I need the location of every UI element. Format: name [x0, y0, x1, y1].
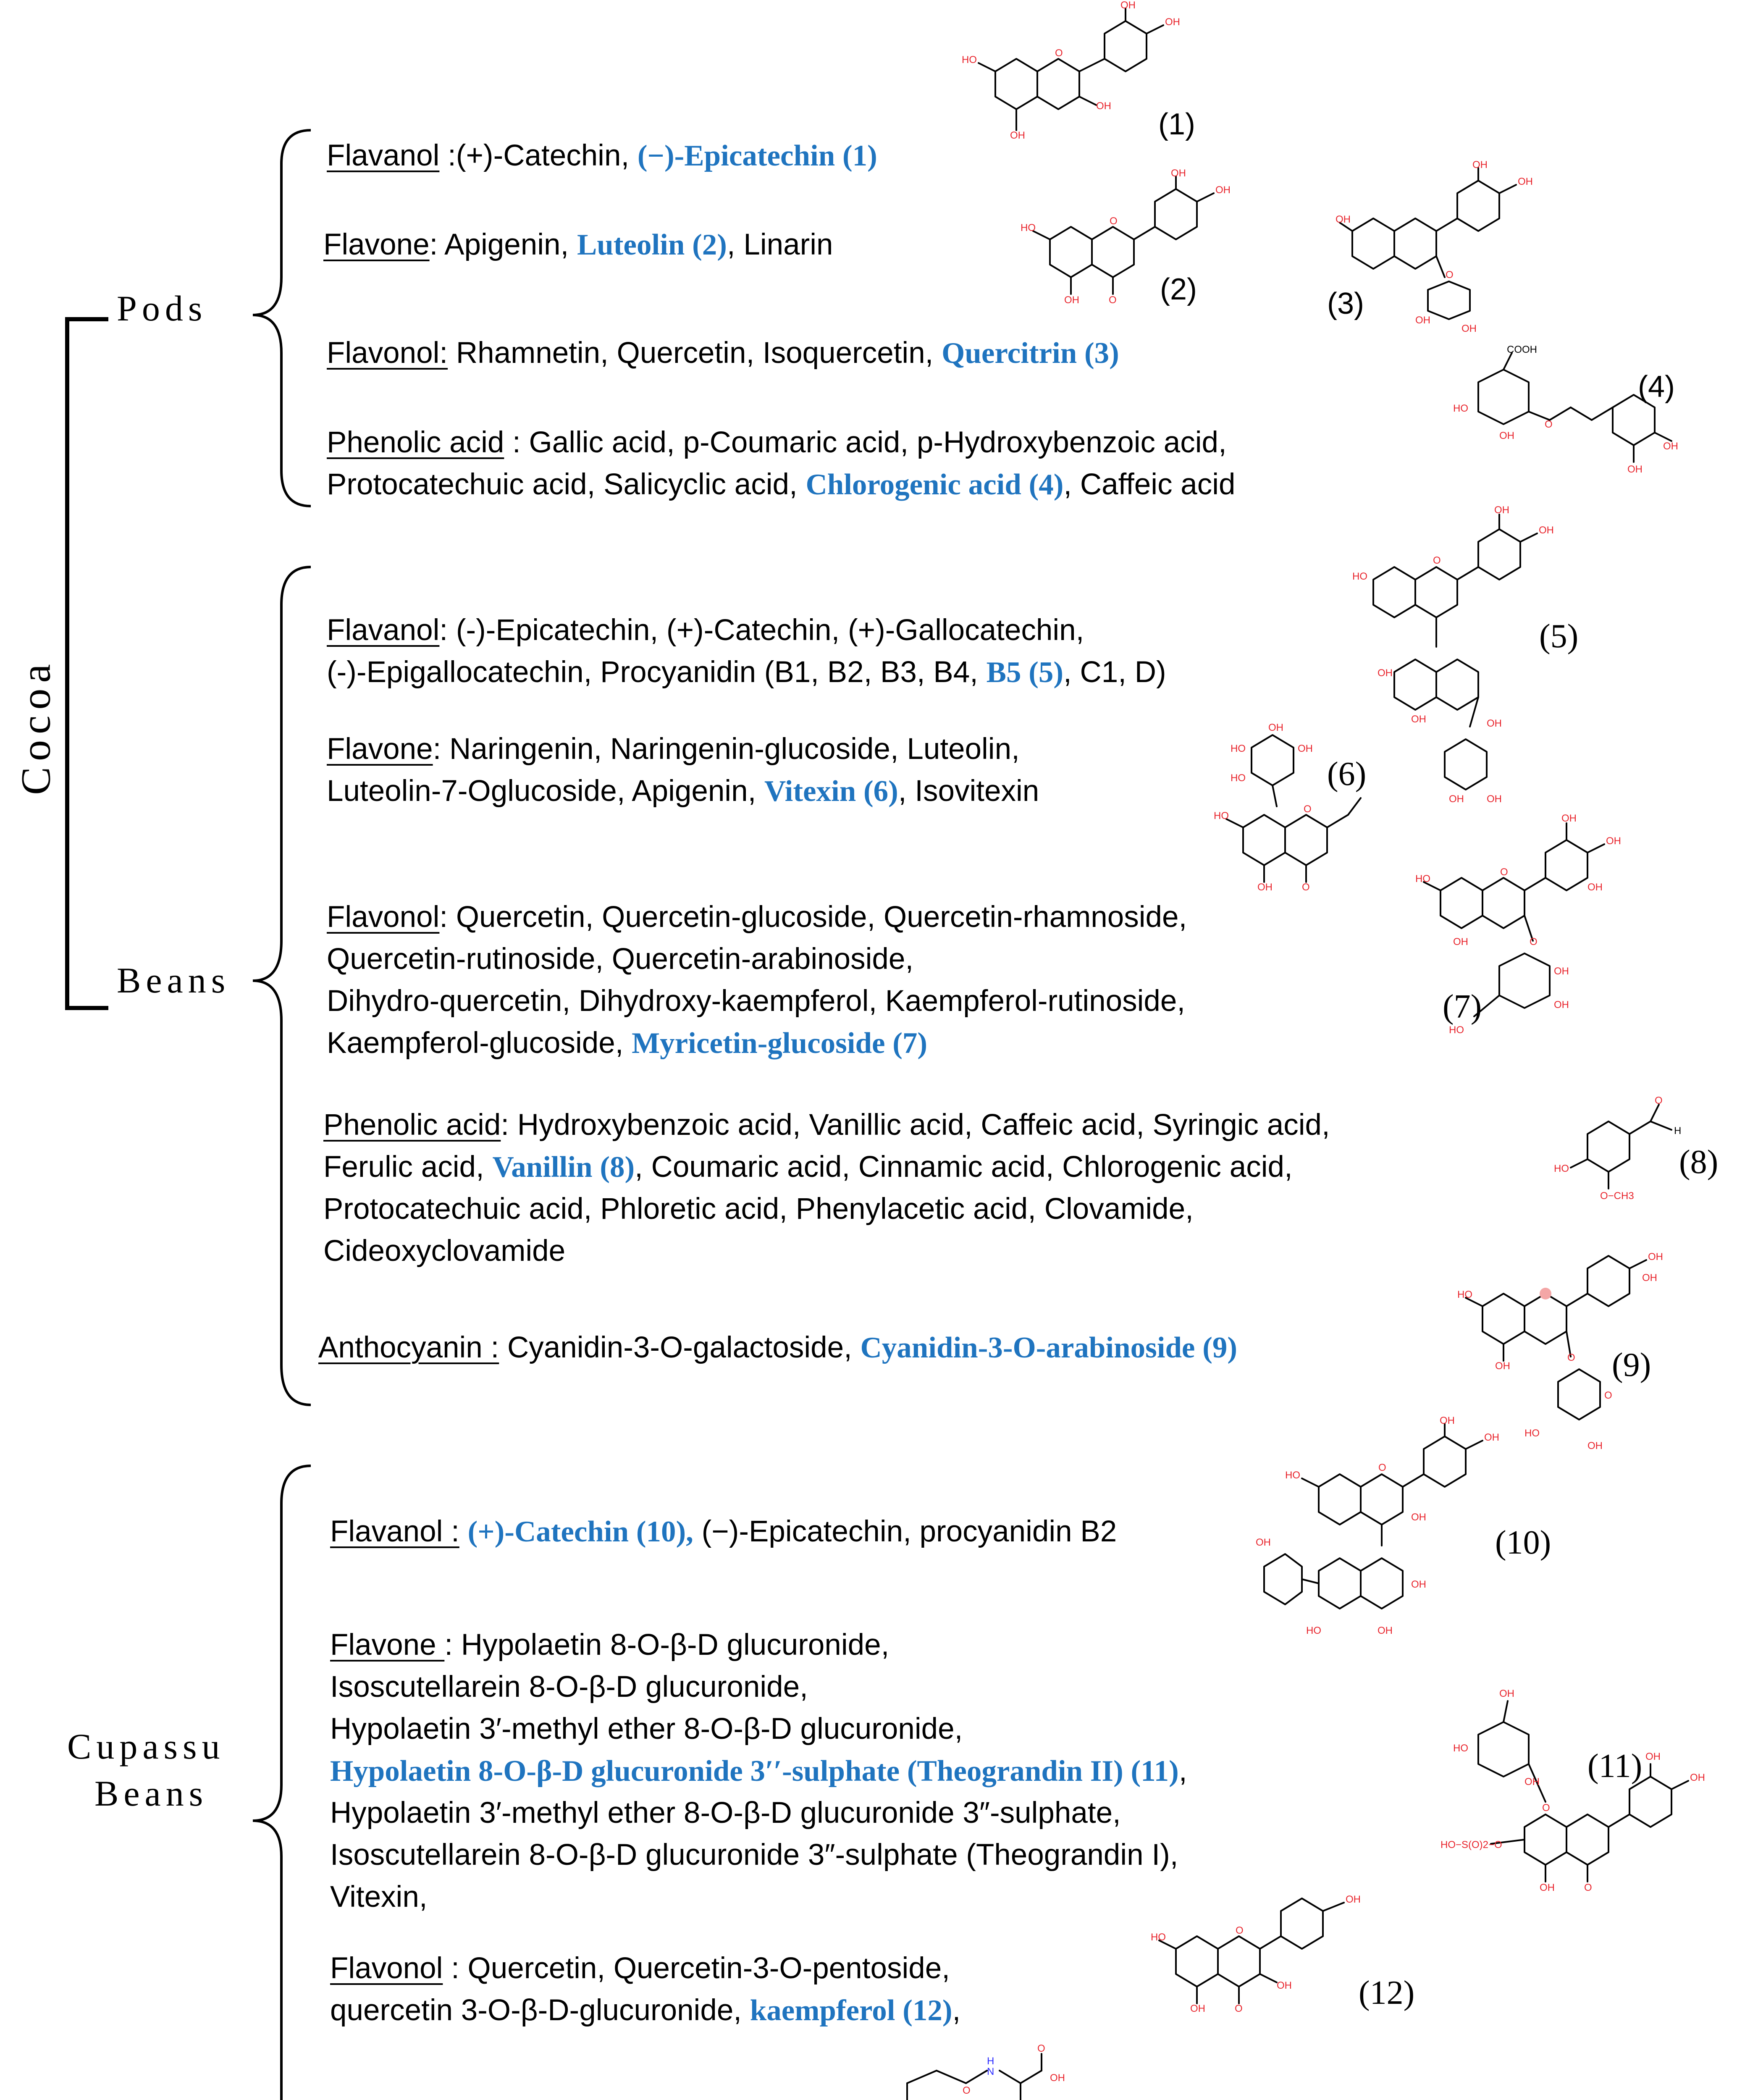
cupassu-line-6: Hypolaetin 3′-methyl ether 8-O-β-D glucuronide 3″-sulphate,: [330, 1796, 1121, 1830]
atom-label: OH: [1190, 2003, 1205, 2014]
structure-13-clovamide: [853, 2041, 1172, 2100]
atom-label: OH: [1645, 1751, 1661, 1762]
beans-line-12: Cideoxyclovamide: [323, 1234, 566, 1268]
atom-label: O: [1110, 215, 1118, 227]
atom-label: O: [1109, 294, 1117, 306]
atom-label: HO: [1151, 1932, 1166, 1943]
structure-7-myricetin-glucoside: [1415, 806, 1667, 1079]
structure-number-6: (6): [1327, 756, 1367, 793]
atom-label: O: [1304, 803, 1312, 815]
atom-label: O−CH3: [1600, 1190, 1634, 1202]
atom-label: O: [1584, 1882, 1592, 1893]
atom-label: HO: [1214, 810, 1229, 822]
atom-label: HO: [1457, 1289, 1472, 1300]
structure-12-kaempferol: [1151, 1886, 1411, 2054]
structure-1-epicatechin: [962, 0, 1222, 185]
atom-label: OH: [1648, 1251, 1663, 1263]
beans-line-5: Flavonol: Quercetin, Quercetin-glucoside, Quercetin-rhamnoside,: [327, 900, 1187, 934]
beans-line-10: Ferulic acid, Vanillin (8), Coumaric acid, Cinnamic acid, Chlorogenic acid,: [323, 1150, 1293, 1184]
atom-label: OH: [1554, 999, 1569, 1011]
structure-number-5: (5): [1539, 618, 1579, 655]
atom-label: O: [1235, 2003, 1243, 2014]
beans-label: Beans: [117, 960, 231, 1000]
atom-label: HO−S(O)2−O: [1441, 1839, 1502, 1851]
atom-label: OH: [1411, 1512, 1426, 1523]
structure-4-chlorogenic-acid: [1436, 344, 1680, 508]
atom-label: HO: [1021, 222, 1036, 234]
atom-label: O: [1530, 936, 1538, 948]
atom-label: OH: [1487, 793, 1502, 805]
atom-label: OH: [1606, 835, 1621, 847]
atom-label: N: [987, 2066, 994, 2077]
atom-label: H: [987, 2055, 994, 2067]
atom-label: OH: [1256, 1537, 1271, 1548]
atom-label: OH: [1378, 667, 1393, 679]
beans-line-3: Flavone: Naringenin, Naringenin-glucoside, Luteolin,: [327, 732, 1020, 766]
atom-label: O: [1055, 47, 1063, 59]
cupassu-line-5: Hypolaetin 8-O-β-D glucuronide 3′′-sulphate (Theograndin II) (11),: [330, 1754, 1187, 1788]
atom-label: HO: [962, 54, 977, 66]
structure-6-vitexin: [1214, 714, 1415, 924]
structure-number-4: (4): [1638, 370, 1675, 404]
atom-label: O: [1567, 1352, 1575, 1363]
atom-label: COOH: [1507, 344, 1537, 355]
atom-label: OH: [1472, 159, 1488, 171]
atom-label: O: [1604, 1390, 1612, 1401]
cupassu-line-7: Isoscutellarein 8-O-β-D glucuronide 3″-sulphate (Theograndin I),: [330, 1838, 1178, 1872]
atom-label: OH: [1627, 464, 1643, 475]
cupassu-line-10: quercetin 3-O-β-D-glucuronide, kaempferol (12),: [330, 1994, 961, 2027]
atom-label: OH: [1298, 743, 1313, 754]
structure-number-2: (2): [1160, 273, 1197, 306]
atom-label: OH: [1524, 1776, 1540, 1788]
structure-number-3: (3): [1327, 287, 1364, 320]
atom-label: OH: [1411, 1579, 1426, 1590]
beans-line-11: Protocatechuic acid, Phloretic acid, Phenylacetic acid, Clovamide,: [323, 1192, 1194, 1226]
atom-label: OH: [1171, 168, 1186, 179]
structure-number-1: (1): [1158, 108, 1195, 141]
atom-label: OH: [1663, 441, 1678, 452]
atom-label: OH: [1561, 813, 1577, 824]
atom-label: HO: [1285, 1470, 1300, 1481]
beans-line-4: Luteolin-7-Oglucoside, Apigenin, Vitexin (6), Isovitexin: [327, 774, 1039, 808]
atom-label: O: [1302, 882, 1310, 893]
cupassu-label-line1: Cupassu: [67, 1726, 225, 1767]
atom-label: OH: [1120, 0, 1136, 11]
structure-number-10: (10): [1495, 1524, 1551, 1561]
pods-line-4: Phenolic acid : Gallic acid, p-Coumaric acid, p-Hydroxybenzoic acid,: [327, 426, 1227, 459]
structure-number-8: (8): [1679, 1144, 1719, 1181]
pods-brace: [248, 126, 315, 512]
atom-label: O: [1378, 1462, 1386, 1473]
atom-label: HO: [1415, 873, 1430, 885]
structure-number-11: (11): [1587, 1748, 1643, 1785]
atom-label: OH: [1539, 525, 1554, 536]
atom-label: O: [1236, 1925, 1244, 1936]
atom-label: O: [1542, 1802, 1550, 1814]
atom-label: OH: [1096, 100, 1111, 112]
atom-label: OH: [1440, 1415, 1455, 1426]
pods-label: Pods: [117, 288, 207, 328]
atom-label: H: [1674, 1125, 1682, 1137]
structure-number-9: (9): [1612, 1347, 1651, 1383]
atom-label: OH: [1268, 722, 1283, 733]
pods-line-5: Protocatechuic acid, Salicyclic acid, Chlorogenic acid (4), Caffeic acid: [327, 468, 1236, 501]
atom-label: OH: [1487, 718, 1502, 729]
beans-line-9: Phenolic acid: Hydroxybenzoic acid, Vanillic acid, Caffeic acid, Syringic acid,: [323, 1108, 1330, 1142]
cupassu-line-11: [323, 2096, 712, 2100]
atom-label: OH: [1587, 1440, 1603, 1452]
atom-label: OH: [1540, 1882, 1555, 1893]
atom-label: OH: [1494, 504, 1509, 516]
atom-label: OH: [1010, 130, 1025, 141]
atom-label: OH: [1346, 1894, 1361, 1905]
beans-brace: [248, 563, 315, 1411]
beans-line-7: Dihydro-quercetin, Dihydroxy-kaempferol, Kaempferol-rutinoside,: [327, 984, 1186, 1018]
structure-10-catechin: [1256, 1415, 1524, 1676]
structure-3-quercitrin: [1336, 159, 1537, 344]
structure-2-luteolin: [1021, 168, 1239, 319]
atom-label: HO: [1231, 772, 1246, 784]
atom-label: HO: [1554, 1163, 1569, 1174]
atom-label: OH: [1277, 1980, 1292, 1991]
atom-label: HO: [1453, 1743, 1468, 1754]
structure-number-12: (12): [1359, 1974, 1415, 2011]
beans-line-1: Flavanol: (-)-Epicatechin, (+)-Catechin, (+)-Gallocatechin,: [327, 614, 1084, 647]
atom-label: O: [1655, 1095, 1663, 1106]
atom-label: HO: [1352, 571, 1367, 582]
atom-label: HO: [1449, 1024, 1464, 1036]
atom-label: OH: [1378, 1625, 1393, 1636]
atom-label: O: [963, 2085, 971, 2096]
atom-label: O: [1500, 866, 1508, 878]
atom-label: OH: [1449, 793, 1464, 805]
cupassu-line-3: Isoscutellarein 8-O-β-D glucuronide,: [330, 1670, 808, 1704]
atom-label: OH: [1336, 214, 1351, 225]
structure-8-vanillin: [1554, 1095, 1705, 1226]
structure-number-7: (7): [1443, 988, 1482, 1025]
cupassu-line-1: Flavanol : (+)-Catechin (10), (−)-Epicatechin, procyanidin B2: [330, 1515, 1117, 1548]
atom-label: OH: [1453, 936, 1468, 948]
atom-label: O: [1545, 419, 1553, 430]
atom-label: OH: [1587, 882, 1603, 893]
beans-line-6: Quercetin-rutinoside, Quercetin-arabinoside,: [327, 942, 914, 976]
pods-line-2: Flavone: Apigenin, Luteolin (2), Linarin: [323, 228, 833, 261]
atom-label: O: [1037, 2043, 1045, 2054]
atom-label: OH: [1411, 714, 1426, 725]
atom-label: OH: [1165, 16, 1180, 28]
atom-label: OH: [1215, 184, 1231, 196]
atom-label: OH: [1064, 294, 1079, 306]
cocoa-label: [10, 658, 61, 795]
atom-label: OH: [1518, 176, 1533, 187]
cupassu-line-2: Flavone : Hypolaetin 8-O-β-D glucuronide,: [330, 1628, 889, 1662]
atom-label: HO: [1231, 743, 1246, 754]
atom-label: OH: [1495, 1360, 1510, 1372]
cupassu-line-4: Hypolaetin 3′-methyl ether 8-O-β-D glucuronide,: [330, 1712, 963, 1746]
cocoa-bracket: [59, 311, 113, 1016]
pods-line-3: Flavonol: Rhamnetin, Quercetin, Isoquercetin, Quercitrin (3): [327, 336, 1119, 370]
atom-label: OH: [1642, 1272, 1657, 1284]
beans-line-2: (-)-Epigallocatechin, Procyanidin (B1, B2, B3, B4, B5 (5), C1, D): [327, 656, 1166, 689]
atom-label: O: [1433, 555, 1441, 566]
cupassu-label-line2: Beans: [94, 1773, 208, 1814]
atom-label: OH: [1499, 1688, 1514, 1699]
beans-line-13: Anthocyanin : Cyanidin-3-O-galactoside, Cyanidin-3-O-arabinoside (9): [318, 1331, 1237, 1364]
cupassu-brace: [248, 1462, 315, 2100]
atom-label: OH: [1257, 882, 1273, 893]
atom-label: HO: [1524, 1428, 1540, 1439]
cocoa-label-text: Cocoa: [12, 658, 59, 795]
atom-label: HO: [1306, 1625, 1321, 1636]
cupassu-line-9: Flavonol : Quercetin, Quercetin-3-O-pentoside,: [330, 1952, 950, 1985]
atom-label: HO: [1453, 403, 1468, 414]
atom-label: OH: [1461, 323, 1477, 334]
atom-label: OH: [1415, 315, 1430, 326]
atom-label: OH: [1554, 966, 1569, 977]
atom-label: OH: [1050, 2072, 1065, 2084]
structure-11-theograndin-ii: [1441, 1684, 1718, 1953]
atom-label: OH: [1499, 430, 1514, 441]
atom-label: OH: [1690, 1772, 1705, 1783]
beans-line-8: Kaempferol-glucoside, Myricetin-glucoside (7): [327, 1026, 928, 1060]
atom-label: OH: [1484, 1432, 1499, 1443]
pods-line-1: Flavanol :(+)-Catechin, (−)-Epicatechin (1): [327, 139, 877, 172]
atom-label: O: [1446, 269, 1454, 281]
cupassu-line-8: Vitexin,: [330, 1880, 428, 1914]
